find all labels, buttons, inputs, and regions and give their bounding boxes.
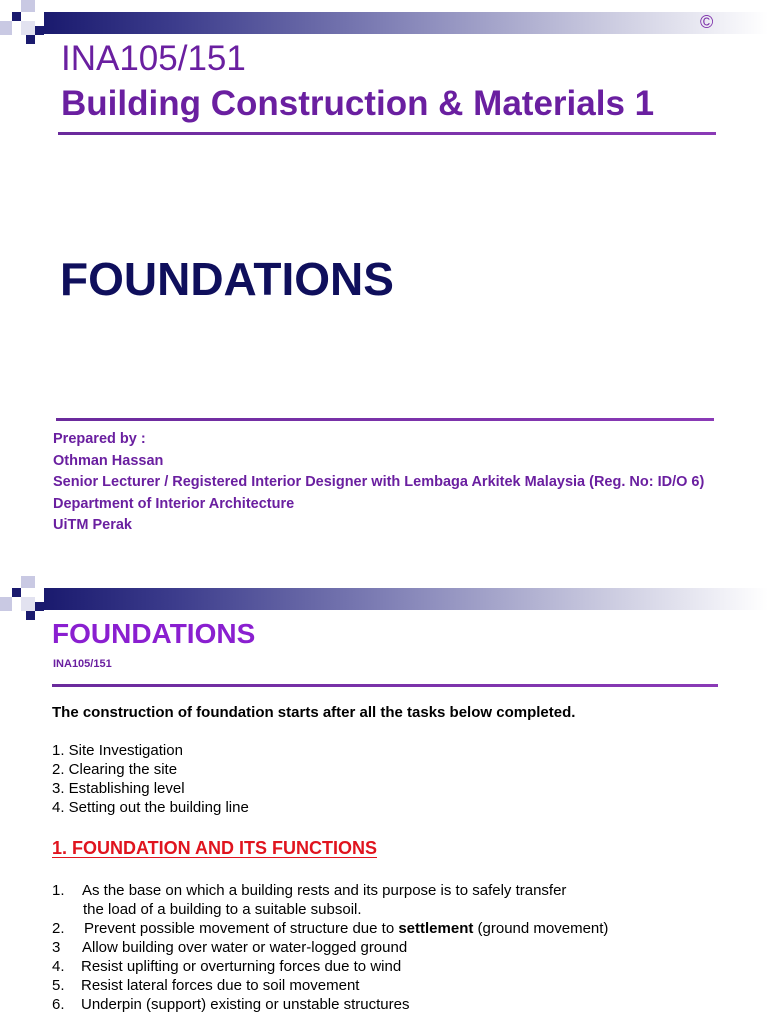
decor-square (21, 21, 35, 35)
function-item (52, 939, 407, 956)
function-text: Underpin (support) existing or unstable structures (81, 996, 410, 1013)
slide-subtitle: INA105/151 (53, 658, 112, 670)
copyright-mark: © (700, 12, 714, 32)
task-item: 3. Establishing level (52, 780, 185, 797)
function-item (52, 977, 359, 994)
decor-square (26, 611, 35, 620)
decor-square (21, 576, 35, 588)
function-text-post: (ground movement) (473, 920, 609, 937)
function-number: 6. (52, 996, 65, 1013)
function-text: Resist lateral forces due to soil movement (81, 977, 360, 994)
function-text: Resist uplifting or overturning forces due to wind (81, 958, 402, 975)
decor-square (35, 26, 44, 35)
author-institution: UiTM Perak (53, 517, 132, 533)
decor-square (0, 21, 12, 35)
function-number: 5. (52, 977, 65, 994)
title-divider (58, 132, 716, 135)
function-number: 1. (52, 882, 65, 899)
main-title: FOUNDATIONS (60, 253, 394, 305)
course-title: Building Construction & Materials 1 (61, 84, 655, 123)
decor-square (12, 588, 21, 597)
author-divider (56, 418, 714, 421)
header-bar (44, 12, 768, 34)
function-number: 3 (52, 939, 61, 956)
slide-divider (52, 684, 718, 687)
function-item (52, 958, 401, 975)
function-item (52, 996, 410, 1013)
header-bar (44, 588, 768, 610)
function-number: 2. (52, 920, 65, 937)
content-slide (0, 570, 768, 1024)
intro-text: The construction of foundation starts after all the tasks below completed. (52, 704, 576, 721)
decor-square (21, 597, 35, 611)
decor-square (21, 0, 35, 12)
function-text: the load of a building to a suitable subsoil. (83, 901, 362, 918)
function-text: As the base on which a building rests and its purpose is to safely transfer (82, 882, 567, 899)
function-keyword: settlement (398, 920, 474, 937)
decor-square (12, 12, 21, 21)
author-department: Department of Interior Architecture (53, 496, 295, 512)
task-item: 2. Clearing the site (52, 761, 178, 778)
function-number: 4. (52, 958, 65, 975)
function-item (83, 901, 362, 918)
function-item (52, 920, 608, 937)
decor-square (26, 35, 35, 44)
task-item: 4. Setting out the building line (52, 799, 249, 816)
function-text: Allow building over water or water-logged ground (82, 939, 408, 956)
author-position: Senior Lecturer / Registered Interior Designer with Lembaga Arkitek Malaysia (Reg. No: ID/O 6) (53, 474, 705, 490)
decor-square (35, 602, 44, 611)
course-code: INA105/151 (61, 39, 246, 78)
function-item (52, 882, 566, 899)
task-item: 1. Site Investigation (52, 742, 183, 759)
function-text-pre: Prevent possible movement of structure due to (84, 920, 399, 937)
author-name: Othman Hassan (53, 453, 164, 469)
prepared-by-label: Prepared by : (53, 431, 146, 447)
decor-square (0, 597, 12, 611)
section-heading: 1. FOUNDATION AND ITS FUNCTIONS (52, 838, 377, 858)
slide-title: FOUNDATIONS (52, 618, 256, 649)
